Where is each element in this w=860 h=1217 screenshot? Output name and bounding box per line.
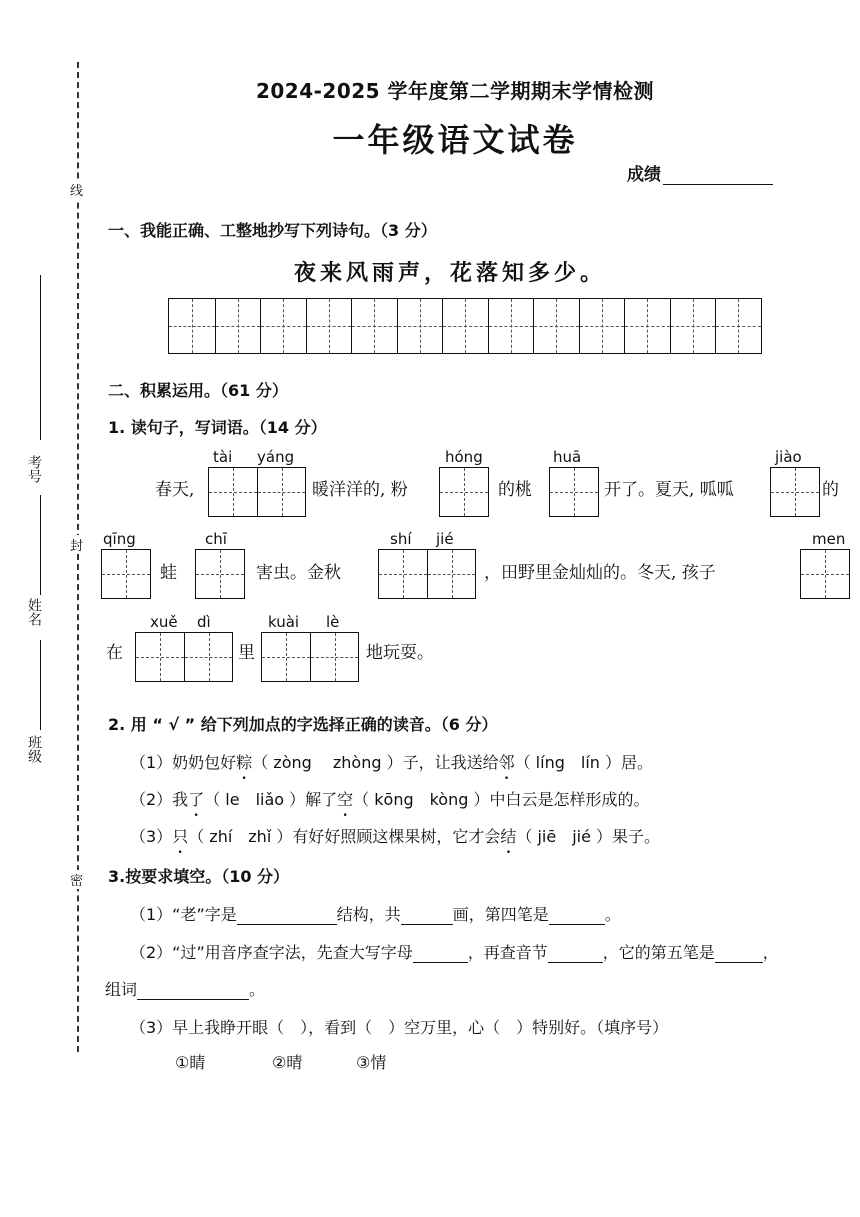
grid-cell[interactable]: [351, 299, 397, 353]
dotted-char: 只: [172, 827, 189, 846]
pinyin-le: lè: [326, 613, 340, 631]
q1-r1-text4: 开了。夏天, 呱呱: [604, 480, 734, 500]
grid-cell[interactable]: [215, 299, 261, 353]
dotted-char: 邻: [498, 753, 515, 772]
pinyin-hong: hóng: [445, 448, 483, 466]
q2-heading: 2. 用 “ √ ” 给下列加点的字选择正确的读音。（6 分）: [108, 715, 498, 734]
grid-cell[interactable]: [715, 299, 761, 353]
binding-dashed-line: [77, 62, 79, 1052]
q3-l3-text-b: 。: [249, 980, 266, 999]
exam-title: 2024-2025 学年度第二学期期末学情检测: [255, 79, 655, 103]
pinyin-shi: shí: [390, 530, 412, 548]
score-blank[interactable]: [663, 168, 773, 185]
q2-item-3-c[interactable]: （ jiē jié ）果子。: [516, 827, 661, 846]
class-line[interactable]: [40, 640, 41, 730]
q3-line-4: （3）早上我睁开眼（ ），看到（ ）空万里，心（ ）特别好。（填序号）: [130, 1018, 669, 1037]
copy-grid[interactable]: [168, 298, 762, 354]
pinyin-hua: huā: [553, 448, 582, 466]
answer-box-jiao[interactable]: [770, 467, 820, 517]
pinyin-chi: chī: [205, 530, 227, 548]
section1-heading: 一、我能正确、工整地抄写下列诗句。（3 分）: [108, 221, 437, 240]
q1-r3-text2: 里: [238, 643, 255, 663]
grid-cell[interactable]: [260, 299, 306, 353]
q2-item-1-a: （1）奶奶包好: [130, 753, 237, 772]
q2-item-3-a: （3）: [130, 827, 173, 846]
q1-r1-text5: 的: [822, 480, 839, 500]
q2-item-3-b[interactable]: （ zhí zhǐ ）有好好照顾这棵果树，它才会: [188, 827, 501, 846]
name-line[interactable]: [40, 495, 41, 595]
seal-char-seal: 封: [70, 535, 83, 554]
q2-item-2-a: （2）我: [130, 790, 189, 809]
q3-option-2: ②晴: [272, 1053, 303, 1072]
answer-box-taiyang[interactable]: [208, 467, 306, 517]
blank-fourth-stroke[interactable]: [549, 908, 605, 925]
score-field: [627, 160, 773, 185]
seal-char-line: 线: [70, 180, 83, 199]
dotted-char: 空: [337, 790, 354, 809]
grid-cell[interactable]: [624, 299, 670, 353]
grid-cell[interactable]: [397, 299, 443, 353]
exam-no-line[interactable]: [40, 275, 41, 440]
q3-l1-text-a: （1）“老”字是: [130, 905, 237, 924]
answer-box-kuaile[interactable]: [261, 632, 359, 682]
dotted-char: 了: [188, 790, 205, 809]
pinyin-di: dì: [197, 613, 211, 631]
pinyin-yang: yáng: [257, 448, 295, 466]
pinyin-jiao: jiào: [775, 448, 802, 466]
exam-no-label: 考号: [26, 455, 42, 483]
q1-r1-text3: 的桃: [498, 480, 532, 500]
q1-r2-text3: ，田野里金灿灿的。冬天, 孩子: [484, 563, 716, 583]
answer-box-shijie[interactable]: [378, 549, 476, 599]
answer-box-men[interactable]: [800, 549, 850, 599]
q3-l1-text-b: 结构，共: [336, 905, 401, 924]
pinyin-men: men: [812, 530, 846, 548]
blank-structure[interactable]: [237, 908, 337, 925]
grid-cell[interactable]: [533, 299, 579, 353]
q2-item-2-b[interactable]: （ le liǎo ）解了: [204, 790, 338, 809]
dotted-char: 结: [500, 827, 517, 846]
q3-l2-text-a: （2）“过”用音序查字法，先查大写字母: [130, 943, 413, 962]
blank-syllable[interactable]: [548, 946, 603, 963]
pinyin-tai: tài: [213, 448, 233, 466]
q3-line-1: [130, 902, 621, 925]
q1-r3-text3: 地玩耍。: [366, 643, 434, 663]
blank-word[interactable]: [137, 983, 249, 1000]
score-label: 成绩: [627, 165, 661, 185]
grid-cell[interactable]: [442, 299, 488, 353]
dotted-char: 粽: [236, 753, 253, 772]
q2-item-1: [130, 750, 653, 773]
pinyin-qing: qīng: [103, 530, 136, 548]
q3-l1-text-d: 。: [604, 905, 621, 924]
q1-r1-text2: 暖洋洋的, 粉: [312, 480, 408, 500]
q3-l2-text-c: ，它的第五笔是: [602, 943, 715, 962]
poem-line: 夜来风雨声，花落知多少。: [293, 260, 606, 286]
name-label: 姓名: [26, 598, 42, 626]
q3-l2-text-b: ，再查音节: [467, 943, 548, 962]
blank-stroke-count[interactable]: [401, 908, 453, 925]
answer-box-qing[interactable]: [101, 549, 151, 599]
section2-heading: 二、积累运用。（61 分）: [108, 381, 288, 400]
grid-cell[interactable]: [169, 299, 215, 353]
q1-r1-text1: 春天,: [155, 480, 195, 500]
answer-box-xuedi[interactable]: [135, 632, 233, 682]
grid-cell[interactable]: [306, 299, 352, 353]
q2-item-3: [130, 824, 660, 847]
answer-box-hong[interactable]: [439, 467, 489, 517]
q1-r3-text1: 在: [106, 643, 123, 663]
pinyin-jie: jié: [436, 530, 454, 548]
answer-box-chi[interactable]: [195, 549, 245, 599]
pinyin-kuai: kuài: [268, 613, 300, 631]
blank-fifth-stroke[interactable]: [715, 946, 763, 963]
q1-r2-text1: 蛙: [160, 563, 177, 583]
q2-item-1-c[interactable]: （ líng lín ）居。: [514, 753, 653, 772]
pinyin-xue: xuě: [150, 613, 178, 631]
paper-title: 一年级语文试卷: [332, 121, 578, 159]
q3-option-3: ③情: [356, 1053, 387, 1072]
class-label: 班级: [26, 735, 42, 763]
q3-line-2: [130, 940, 779, 963]
answer-box-hua[interactable]: [549, 467, 599, 517]
q3-l2-text-d: ，: [762, 943, 779, 962]
q3-l1-text-c: 画，第四笔是: [452, 905, 549, 924]
grid-cell[interactable]: [670, 299, 716, 353]
q1-r2-text2: 害虫。金秋: [256, 563, 341, 583]
q3-heading: 3.按要求填空。（10 分）: [108, 867, 290, 886]
q3-option-1: ①睛: [175, 1053, 206, 1072]
q3-line-3: [105, 977, 265, 1000]
q1-heading: 1. 读句子，写词语。（14 分）: [108, 418, 327, 437]
q2-item-2-c[interactable]: （ kōng kòng ）中白云是怎样形成的。: [353, 790, 650, 809]
blank-capital-letter[interactable]: [413, 946, 468, 963]
grid-cell[interactable]: [488, 299, 534, 353]
q2-item-2: [130, 787, 649, 810]
q2-item-1-b[interactable]: （ zòng zhòng ）子，让我送给: [252, 753, 499, 772]
seal-char-secret: 密: [70, 870, 83, 889]
q3-l3-text-a: 组词: [105, 980, 138, 999]
grid-cell[interactable]: [579, 299, 625, 353]
